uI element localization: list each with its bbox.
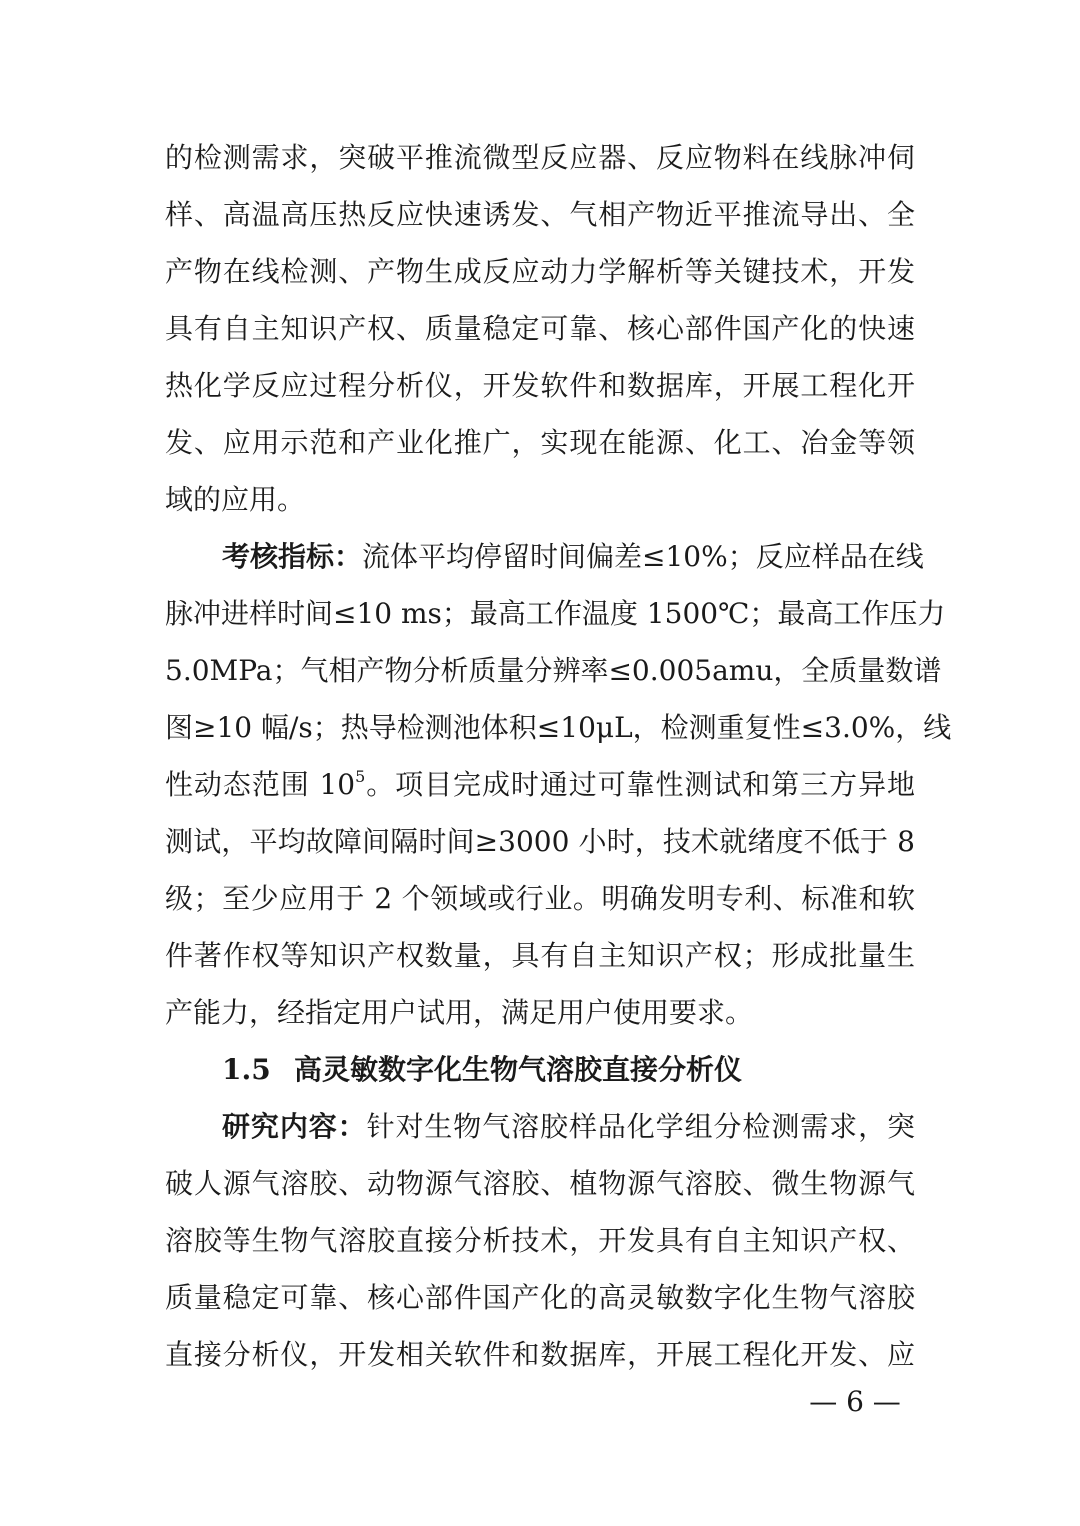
assessment-first-line	[222, 537, 924, 577]
research-first-line	[222, 1107, 915, 1147]
assessment-line: 图≥10 幅/s；热导检测池体积≤10μL，检测重复性≤3.0%，线	[165, 711, 952, 744]
assessment-range-text-after: 。项目完成时通过可靠性测试和第三方异地	[365, 768, 915, 801]
section-number: 1.5	[222, 1053, 271, 1086]
assessment-line: 脉冲进样时间≤10 ms；最高工作温度 1500℃；最高工作压力	[165, 597, 946, 630]
research-line: 质量稳定可靠、核心部件国产化的高灵敏数字化生物气溶胶	[165, 1281, 915, 1314]
assessment-line-range	[165, 765, 915, 805]
assessment-line: 测试，平均故障间隔时间≥3000 小时，技术就绪度不低于 8	[165, 825, 915, 858]
assessment-line: 件著作权等知识产权数量，具有自主知识产权；形成批量生	[165, 939, 915, 972]
research-label: 研究内容：	[222, 1110, 367, 1143]
research-line: 溶胶等生物气溶胶直接分析技术，开发具有自主知识产权、	[165, 1224, 915, 1257]
research-line: 直接分析仪，开发相关软件和数据库，开展工程化开发、应	[165, 1338, 915, 1371]
assessment-range-text: 性动态范围 10	[165, 768, 356, 801]
assessment-line: 级；至少应用于 2 个领域或行业。明确发明专利、标准和软	[165, 882, 915, 915]
superscript-exponent: 5	[355, 767, 366, 786]
section-heading	[222, 1050, 915, 1090]
body-text-line: 的检测需求，突破平推流微型反应器、反应物料在线脉冲伺	[165, 141, 915, 174]
section-title: 高灵敏数字化生物气溶胶直接分析仪	[294, 1053, 743, 1086]
assessment-first-text: 流体平均停留时间偏差≤10%；反应样品在线	[362, 540, 924, 573]
body-text-line: 产物在线检测、产物生成反应动力学解析等关键技术，开发	[165, 255, 915, 288]
body-text-line: 发、应用示范和产业化推广，实现在能源、化工、冶金等领	[165, 426, 915, 459]
body-text-line: 具有自主知识产权、质量稳定可靠、核心部件国产化的快速	[165, 312, 915, 345]
research-line: 破人源气溶胶、动物源气溶胶、植物源气溶胶、微生物源气	[165, 1167, 915, 1200]
body-text-line: 热化学反应过程分析仪，开发软件和数据库，开展工程化开	[165, 369, 915, 402]
assessment-label: 考核指标：	[222, 540, 363, 573]
body-text-line: 样、高温高压热反应快速诱发、气相产物近平推流导出、全	[165, 198, 915, 231]
assessment-line: 5.0MPa；气相产物分析质量分辨率≤0.005amu，全质量数谱	[165, 654, 942, 687]
page-number: — 6 —	[809, 1385, 901, 1418]
body-text-line: 域的应用。	[165, 483, 306, 516]
assessment-line: 产能力，经指定用户试用，满足用户使用要求。	[165, 996, 754, 1029]
research-first-text: 针对生物气溶胶样品化学组分检测需求，突	[366, 1110, 915, 1143]
